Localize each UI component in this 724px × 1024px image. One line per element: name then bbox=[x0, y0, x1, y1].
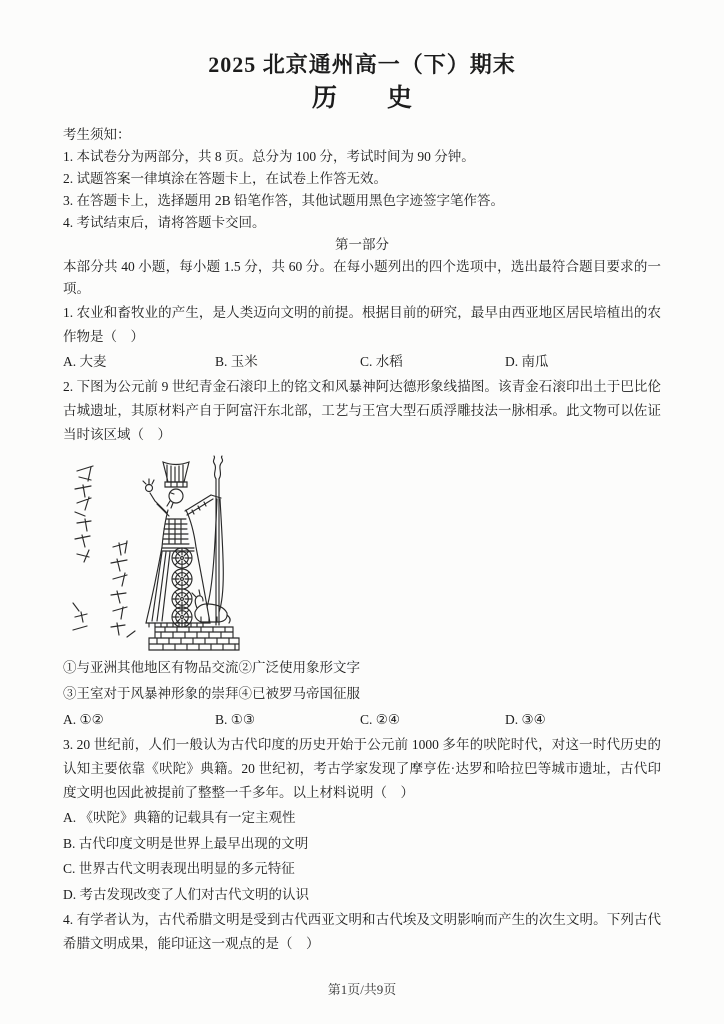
statement-line: ①与亚洲其他地区有物品交流②广泛使用象形文字 bbox=[63, 660, 360, 675]
option-d: D. 考古发现改变了人们对古代文明的认识 bbox=[63, 886, 309, 902]
statement-line: ③王室对于风暴神形象的崇拜④已被罗马帝国征服 bbox=[63, 686, 360, 701]
option-c: C. ②④ bbox=[360, 712, 400, 727]
notice-item: 4. 考试结束后，请将答题卡交回。 bbox=[63, 215, 266, 230]
question-options bbox=[63, 805, 661, 907]
brick-pedestal bbox=[149, 627, 239, 650]
rosette-medallion bbox=[172, 548, 192, 568]
question-stem: 3. 20 世纪前，人们一般认为古代印度的历史开始于公元前 1000 多年的吠陀时代，对这一时代历史的认知主要依靠《吠陀》典籍。20 世纪初，考古学家发现了摩亨佐·达罗和哈拉巴等城市遗址，古代印度文明也因此被提前了整整一千多年。以上材料说明（ ） bbox=[63, 737, 661, 800]
bull-figure bbox=[192, 590, 230, 623]
page-number: 第1页/共9页 bbox=[327, 982, 397, 997]
question-options bbox=[63, 707, 661, 732]
notice-item: 1. 本试卷分为两部分，共 8 页。总分为 100 分，考试时间为 90 分钟。 bbox=[63, 149, 475, 164]
option-d: D. 南瓜 bbox=[505, 354, 549, 369]
notice-item: 3. 在答题卡上，选择题用 2B 铅笔作答，其他试题用黑色字迹签字笔作答。 bbox=[63, 193, 505, 208]
option-b: B. 古代印度文明是世界上最早出现的文明 bbox=[63, 835, 309, 851]
adad-seal-line-drawing-icon bbox=[65, 455, 277, 653]
question-1 bbox=[63, 301, 661, 374]
part1-heading: 第一部分 bbox=[335, 237, 389, 252]
part1-intro: 本部分共 40 小题，每小题 1.5 分，共 60 分。在每小题列出的四个选项中，选出最符合题目要求的一项。 bbox=[63, 259, 661, 296]
lightning-staff bbox=[207, 456, 223, 625]
option-a: A. 《吠陀》典籍的记载具有一定主观性 bbox=[63, 810, 296, 825]
option-b: B. ①③ bbox=[215, 712, 255, 727]
question-stem: 1. 农业和畜牧业的产生，是人类迈向文明的前提。根据目前的研究，最早由西亚地区居民培植出的农作物是（ ） bbox=[63, 305, 661, 344]
question-options bbox=[63, 349, 661, 374]
option-d: D. ③④ bbox=[505, 712, 546, 727]
question-4 bbox=[63, 908, 661, 956]
notice-item: 2. 试题答案一律填涂在答题卡上，在试卷上作答无效。 bbox=[63, 171, 387, 186]
option-c: C. 水稻 bbox=[360, 354, 403, 369]
question-2 bbox=[63, 375, 661, 732]
option-a: A. ①② bbox=[63, 712, 104, 727]
notice-section bbox=[63, 124, 661, 234]
cuneiform-inscription-center bbox=[111, 541, 135, 637]
question-3 bbox=[63, 733, 661, 907]
option-b: B. 玉米 bbox=[215, 354, 258, 369]
seal-figure bbox=[65, 455, 277, 653]
cuneiform-inscription-left bbox=[73, 466, 93, 630]
option-a: A. 大麦 bbox=[63, 354, 107, 369]
notice-heading: 考生须知： bbox=[63, 127, 131, 142]
question-stem: 2. 下图为公元前 9 世纪青金石滚印上的铭文和风暴神阿达德形象线描图。该青金石滚印出土于巴比伦古城遗址，其原材料产自于阿富汗东北部，工艺与王宫大型石质浮雕技法一脉相承。此文物可以佐证当时该区域（ ） bbox=[63, 379, 661, 442]
exam-subject: 历 史 bbox=[311, 85, 412, 112]
question-stem: 4. 有学者认为，古代希腊文明是受到古代西亚文明和古代埃及文明影响而产生的次生文明。下列古代希腊文明成果，能印证这一观点的是（ ） bbox=[63, 912, 661, 951]
option-c: C. 世界古代文明表现出明显的多元特征 bbox=[63, 861, 295, 876]
exam-title: 2025 北京通州高一（下）期末 bbox=[208, 52, 516, 77]
storm-god-figure bbox=[143, 462, 213, 627]
